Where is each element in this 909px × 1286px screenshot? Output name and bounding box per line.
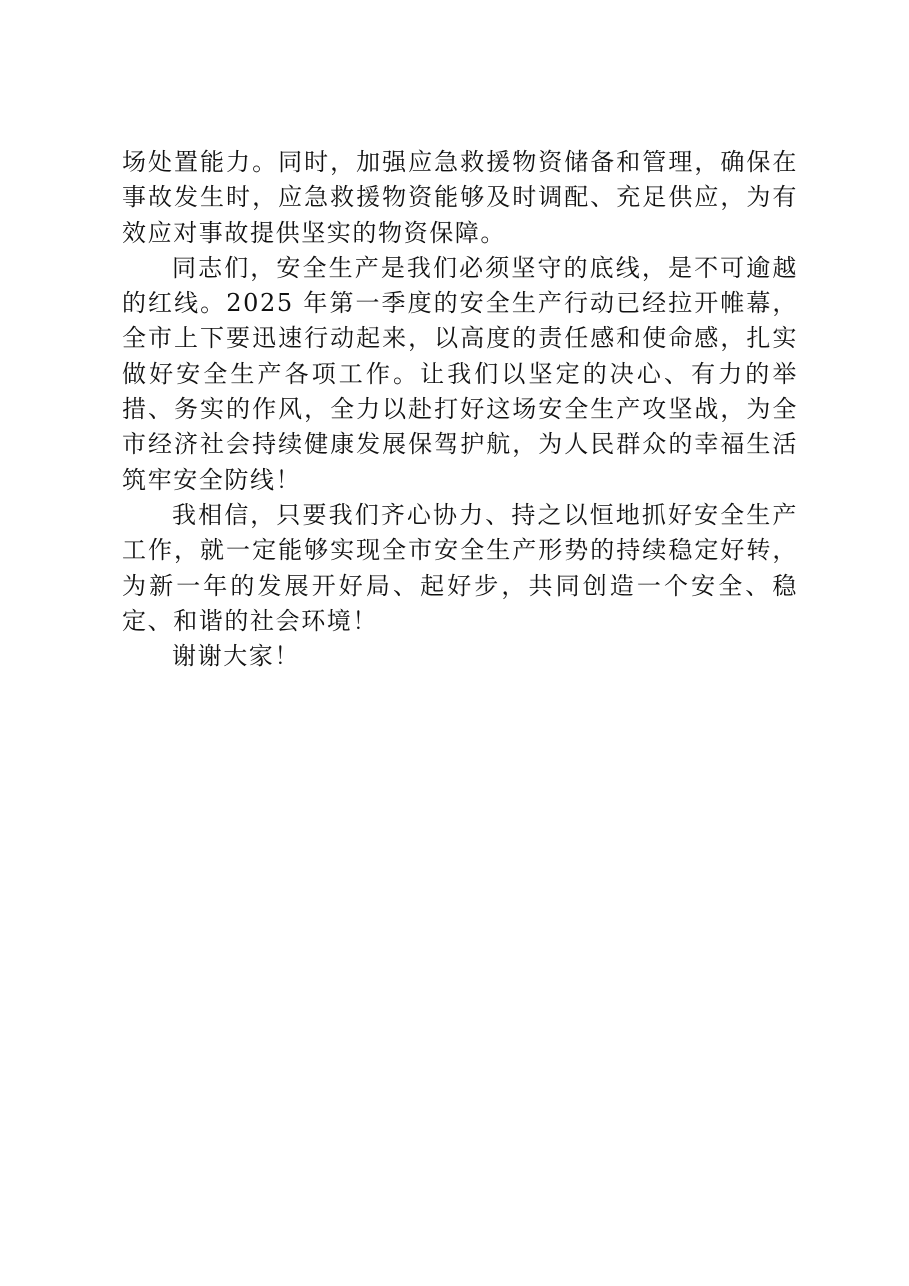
paragraph-safety-redline: 同志们，安全生产是我们必须坚守的底线，是不可逾越的红线。2025 年第一季度的安全生产行动已经拉开帷幕，全市上下要迅速行动起来，以高度的责任感和使命感，扎实做好安全生产各项工作。让我们以坚定的决心、有力的举措、务实的作风，全力以赴打好这场安全生产攻坚战，为全市经济社会持续健康发展保驾护航，为人民群众的幸福生活筑牢安全防线！	[122, 253, 798, 494]
paragraph-confidence: 我相信，只要我们齐心协力、持之以恒地抓好安全生产工作，就一定能够实现全市安全生产形势的持续稳定好转，为新一年的发展开好局、起好步，共同创造一个安全、稳定、和谐的社会环境！	[122, 500, 798, 635]
paragraph-emergency-supplies: 场处置能力。同时，加强应急救援物资储备和管理，确保在事故发生时，应急救援物资能够及时调配、充足供应，为有效应对事故提供坚实的物资保障。	[122, 148, 798, 247]
document-body	[122, 145, 798, 674]
paragraph-thanks: 谢谢大家！	[172, 642, 300, 671]
